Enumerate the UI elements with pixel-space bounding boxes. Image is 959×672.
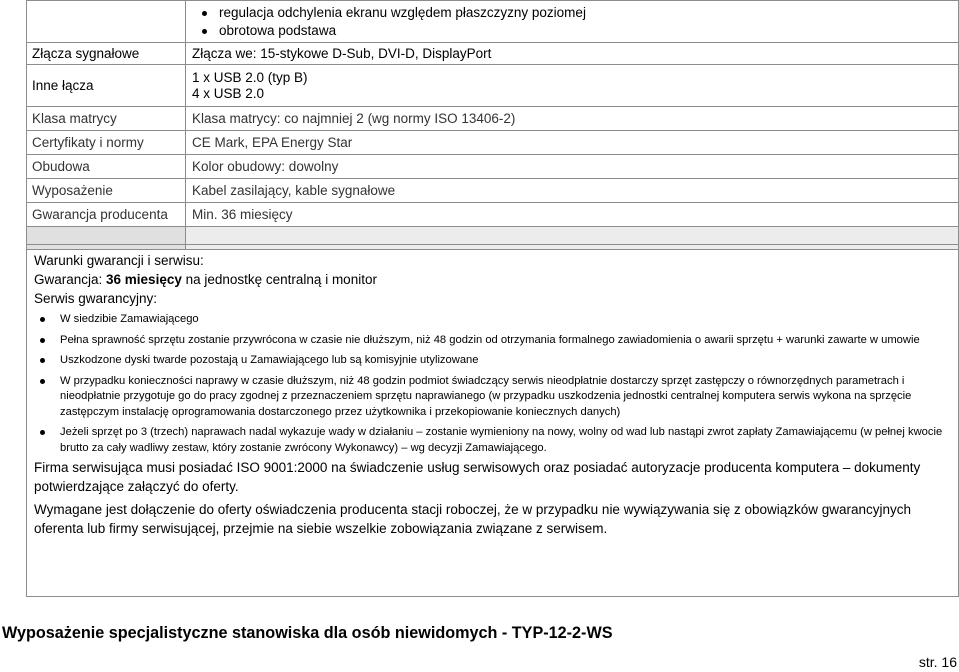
list-item: Uszkodzone dyski twarde pozostają u Zamawiającego lub są komisyjnie utylizowane <box>60 353 951 369</box>
warranty-line <box>34 270 951 289</box>
table-row <box>27 155 959 179</box>
connectors-prefix: Złącza we: <box>192 46 261 61</box>
row-value: Min. 36 miesięcy <box>186 203 959 227</box>
list-item: W siedzibie Zamawiającego <box>60 312 951 328</box>
row-value: Klasa matrycy: co najmniej 2 (wg normy ISO 13406-2) <box>186 107 959 131</box>
usb-line-2: 4 x USB 2.0 <box>192 85 265 101</box>
row-value: Kolor obudowy: dowolny <box>186 155 959 179</box>
iso-paragraph: Firma serwisująca musi posiadać ISO 9001:2000 na świadczenie usług serwisowych oraz posiadać autoryzacje producenta komputera – dokumenty potwierdzające załączyć do oferty. <box>34 460 921 494</box>
row-value: CE Mark, EPA Energy Star <box>186 131 959 155</box>
connectors-value: 15-stykowe D-Sub, DVI-D, DisplayPort <box>260 46 492 61</box>
row-label: Gwarancja producenta <box>27 203 186 227</box>
table-row <box>27 203 959 227</box>
usb-line-1: 1 x USB 2.0 (typ B) <box>192 69 308 85</box>
warranty-box <box>26 244 959 597</box>
row-label: Klasa matrycy <box>27 107 186 131</box>
spec-table <box>26 0 959 250</box>
warranty-suffix: na jednostkę centralną i monitor <box>181 272 377 287</box>
section-title <box>2 624 613 643</box>
service-list <box>34 312 951 456</box>
row-value <box>186 65 959 107</box>
list-item: obrotowa podstawa <box>219 22 952 40</box>
table-row <box>27 65 959 107</box>
section-title-text: Wyposażenie specjalistyczne stanowiska dla osób niewidomych <box>2 624 498 642</box>
list-item: regulacja odchylenia ekranu względem płaszczyzny poziomej <box>219 4 952 22</box>
table-row <box>27 1 959 43</box>
row-label: Obudowa <box>27 155 186 179</box>
row-label: Złącza sygnałowe <box>27 43 186 65</box>
row-value: Kabel zasilający, kable sygnałowe <box>186 179 959 203</box>
list-item: W przypadku konieczności naprawy w czasie dłuższym, niż 48 godzin podmiot świadczący serwis nieodpłatnie dostarczy sprzęt zastępczy o równorzędnych parametrach i nieodpłatnie przygotuje go do pracy zgodnej z przeznaczeniem sprzętu naprawianego (w przypadku uszkodzenia jednostki centralnej komputera serwis wykona na sprzęcie zastępczym instalację oprogramowania dostarczonego przez użytkownika i przekopiowanie koniecznych danych) <box>60 374 951 421</box>
table-row <box>27 179 959 203</box>
list-item: Jeżeli sprzęt po 3 (trzech) naprawach nadal wykazuje wady w działaniu – zostanie wymieniony na nowy, wolny od wad lub nastąpi zwrot zapłaty Zamawiającemu (w pełnej kwocie brutto za cały wadliwy zestaw, który zostanie zwrócony Wykonawcy) – wg decyzji Zamawiającego. <box>60 425 951 456</box>
adjustment-cell <box>186 1 959 43</box>
warranty-period: 36 miesięcy <box>106 272 182 287</box>
table-row <box>27 43 959 65</box>
producer-paragraph: Wymagane jest dołączenie do oferty oświadczenia producenta stacji roboczej, że w przypadku nie wywiązywania się z obowiązków gwarancyjnych oferenta lub firmy serwisującej, przejmie na siebie wszelkie zobowiązania związane z serwisem. <box>34 502 912 536</box>
row-value <box>186 43 959 65</box>
warranty-prefix: Gwarancja: <box>34 272 107 287</box>
adjustment-list <box>192 4 952 40</box>
page-number: str. 16 <box>918 654 957 670</box>
list-item: Pełna sprawność sprzętu zostanie przywrócona w czasie nie dłuższym, niż 48 godzin od otrzymania formalnego zawiadomienia o awarii sprzętu + warunki zawarte w umowie <box>60 333 951 349</box>
table-row <box>27 131 959 155</box>
row-label: Inne łącza <box>27 65 186 107</box>
warranty-title: Warunki gwarancji i serwisu: <box>34 253 204 268</box>
empty-cell <box>27 1 186 43</box>
row-label: Wyposażenie <box>27 179 186 203</box>
service-title: Serwis gwarancyjny: <box>34 291 158 306</box>
table-row <box>27 107 959 131</box>
row-label: Certyfikaty i normy <box>27 131 186 155</box>
section-code: - TYP-12-2-WS <box>497 624 613 642</box>
